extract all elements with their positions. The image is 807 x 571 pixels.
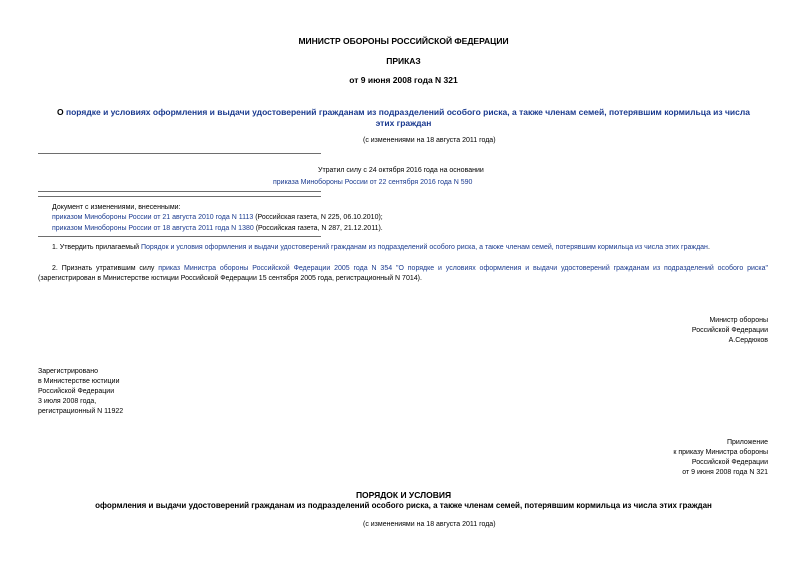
document-type: ПРИКАЗ bbox=[386, 56, 421, 66]
amendment-link[interactable]: приказом Минобороны России от 18 августа 2011 года N 1380 bbox=[52, 225, 254, 232]
paragraph-approve bbox=[52, 243, 710, 252]
signature-organization: Российской Федерации bbox=[691, 327, 768, 334]
procedure-link[interactable]: Порядок и условия оформления и выдачи удостоверений гражданам из подразделений особого риска, а также членам семей, потерявшим кормильца из числа этих граждан bbox=[140, 244, 708, 251]
title-prefix: О bbox=[56, 107, 66, 117]
divider bbox=[38, 153, 321, 154]
registration-line: Зарегистрировано bbox=[38, 368, 98, 375]
signature-name: А.Сердюков bbox=[728, 337, 768, 344]
amended-note: (с изменениями на 18 августа 2011 года) bbox=[363, 137, 496, 144]
amendments-intro: Документ с изменениями, внесенными: bbox=[52, 204, 181, 211]
procedure-title: ПОРЯДОК И УСЛОВИЯ bbox=[355, 490, 452, 500]
invalidation-link[interactable]: приказа Минобороны России от 22 сентября 2016 года N 590 bbox=[273, 179, 473, 186]
paragraph-repeal bbox=[52, 264, 768, 273]
procedure-subtitle: оформления и выдачи удостоверений гражданам из подразделений особого риска, а также членам семей, потерявшим кормильца из числа этих граждан bbox=[95, 501, 712, 510]
registration-line: в Министерстве юстиции bbox=[38, 378, 120, 385]
signature-position: Министр обороны bbox=[709, 317, 768, 324]
registration-line: 3 июля 2008 года, bbox=[38, 398, 97, 405]
amendment-link[interactable]: приказом Минобороны России от 21 августа 2010 года N 1113 bbox=[52, 214, 254, 221]
paragraph-approve-suffix: . bbox=[707, 244, 710, 251]
appendix-line: от 9 июня 2008 года N 321 bbox=[682, 469, 768, 476]
amendment-item bbox=[52, 213, 383, 222]
repealed-order-link[interactable]: приказ Министра обороны Российской Федерации 2005 года N 354 "О порядке и условиях оформления и выдачи удостоверений гражданам из подразделений особого риска" bbox=[158, 265, 768, 272]
appendix-line: Приложение bbox=[726, 439, 768, 446]
divider bbox=[38, 236, 321, 237]
title-link[interactable]: порядке и условиях оформления и выдачи удостоверений гражданам из подразделений особого риска, а также членам семей, потерявшим кормильца из числа bbox=[65, 107, 751, 117]
document-date: от 9 июня 2008 года N 321 bbox=[349, 75, 458, 85]
appendix-line: Российской Федерации bbox=[691, 459, 768, 466]
divider bbox=[38, 196, 321, 197]
paragraph-approve-prefix: 1. Утвердить прилагаемый bbox=[52, 244, 141, 251]
registration-line: Российской Федерации bbox=[38, 388, 115, 395]
amendment-item bbox=[52, 224, 383, 233]
ministry-title: МИНИСТР ОБОРОНЫ РОССИЙСКОЙ ФЕДЕРАЦИИ bbox=[298, 36, 509, 46]
paragraph-repeal-registration: (зарегистрирован в Министерстве юстиции Российской Федерации 15 сентября 2005 года, регистрационный N 7014). bbox=[38, 275, 422, 282]
registration-line: регистрационный N 11922 bbox=[38, 408, 124, 415]
paragraph-repeal-prefix: 2. Признать утратившим силу bbox=[52, 265, 159, 272]
divider bbox=[38, 191, 321, 192]
document-title bbox=[0, 107, 807, 117]
procedure-amended-note: (с изменениями на 18 августа 2011 года) bbox=[363, 521, 496, 528]
amendment-source: (Российская газета, N 287, 21.12.2011). bbox=[253, 225, 383, 232]
invalidation-text: Утратил силу с 24 октября 2016 года на основании bbox=[318, 167, 484, 174]
appendix-line: к приказу Министра обороны bbox=[673, 449, 768, 456]
amendment-source: (Российская газета, N 225, 06.10.2010); bbox=[253, 214, 383, 221]
title-link-continued[interactable]: этих граждан bbox=[375, 118, 432, 128]
